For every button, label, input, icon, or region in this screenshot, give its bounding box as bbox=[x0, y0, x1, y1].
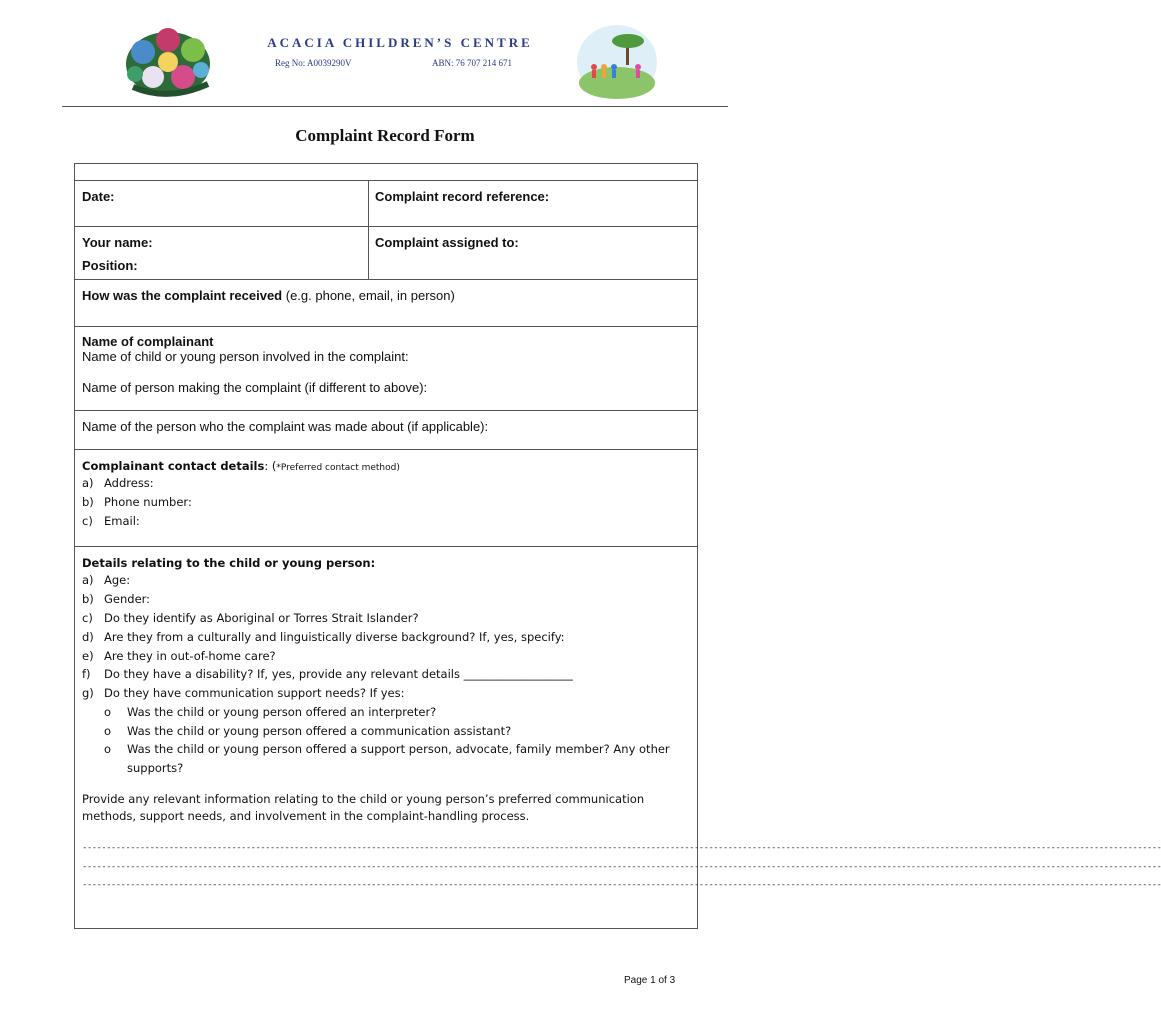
cultural-question: Are they from a culturally and linguistically diverse background? If, yes, specify: bbox=[104, 630, 565, 644]
children-logo bbox=[576, 23, 658, 101]
child-details-heading: Details relating to the child or young person: bbox=[82, 556, 376, 570]
assigned-to-label: Complaint assigned to: bbox=[375, 235, 519, 250]
sub-list-marker: o bbox=[104, 724, 112, 738]
list-item bbox=[82, 476, 154, 490]
row-divider bbox=[74, 546, 698, 547]
person-making-label: Name of person making the complaint (if different to above): bbox=[82, 380, 428, 395]
header-divider bbox=[62, 106, 728, 107]
list-item bbox=[82, 649, 276, 663]
list-marker: a) bbox=[82, 573, 94, 587]
address-label: Address: bbox=[104, 476, 154, 490]
list-marker: c) bbox=[82, 611, 93, 625]
person-about-label: Name of the person who the complaint was made about (if applicable): bbox=[82, 419, 489, 434]
email-label: Email: bbox=[104, 514, 140, 528]
info-instruction-line1: Provide any relevant information relating to the child or young person’s preferred communication bbox=[82, 792, 645, 806]
complaint-reference-label: Complaint record reference: bbox=[375, 189, 550, 204]
disability-question: Do they have a disability? If, yes, provide any relevant details ___________________ bbox=[104, 667, 573, 681]
name-of-complainant-heading: Name of complainant bbox=[82, 334, 214, 349]
gender-label: Gender: bbox=[104, 592, 151, 606]
support-person-question: Was the child or young person offered a support person, advocate, family member? Any other bbox=[127, 742, 670, 756]
date-label: Date: bbox=[82, 189, 115, 204]
list-item bbox=[82, 514, 140, 528]
how-received-hint: (e.g. phone, email, in person) bbox=[282, 288, 455, 303]
list-item bbox=[82, 573, 131, 587]
registration-number: Reg No: A0039290V bbox=[275, 58, 352, 68]
contact-heading-text: Complainant contact details bbox=[82, 459, 265, 473]
row-divider bbox=[74, 449, 698, 450]
page-number: Page 1 of 3 bbox=[624, 975, 676, 986]
response-line: -------------------------------------------------------------------------------------------------------------------------------------------------------------------------------------------------------------------------------- bbox=[82, 843, 1161, 853]
list-marker: a) bbox=[82, 476, 94, 490]
sub-list-item bbox=[104, 705, 437, 719]
list-item bbox=[82, 630, 565, 644]
list-marker: b) bbox=[82, 495, 94, 509]
list-item bbox=[82, 495, 192, 509]
care-question: Are they in out-of-home care? bbox=[104, 649, 276, 663]
list-marker: f) bbox=[82, 667, 91, 681]
sub-list-marker: o bbox=[104, 705, 112, 719]
row-divider bbox=[74, 226, 698, 227]
how-received-label bbox=[82, 288, 455, 303]
column-divider bbox=[368, 180, 369, 279]
list-marker: e) bbox=[82, 649, 94, 663]
sub-list-item bbox=[104, 742, 670, 756]
contact-details-heading bbox=[82, 459, 400, 473]
preferred-method-note: *Preferred contact method) bbox=[276, 463, 400, 473]
interpreter-question: Was the child or young person offered an interpreter? bbox=[127, 705, 437, 719]
list-item bbox=[82, 686, 405, 700]
row-divider bbox=[74, 279, 698, 280]
list-item bbox=[82, 592, 151, 606]
list-marker: c) bbox=[82, 514, 93, 528]
list-marker: b) bbox=[82, 592, 94, 606]
aboriginal-question: Do they identify as Aboriginal or Torres Strait Islander? bbox=[104, 611, 419, 625]
communication-question: Do they have communication support needs? If yes: bbox=[104, 686, 405, 700]
child-name-label: Name of child or young person involved in the complaint: bbox=[82, 349, 409, 364]
centre-name: ACACIA CHILDREN’S CENTRE bbox=[267, 35, 533, 50]
your-name-label: Your name: bbox=[82, 235, 153, 250]
assistant-question: Was the child or young person offered a communication assistant? bbox=[127, 724, 512, 738]
list-item bbox=[82, 611, 419, 625]
row-divider bbox=[74, 410, 698, 411]
contact-heading-suffix: : ( bbox=[264, 459, 277, 473]
list-item bbox=[82, 667, 573, 681]
age-label: Age: bbox=[104, 573, 131, 587]
info-instruction-line2: methods, support needs, and involvement in the complaint-handling process. bbox=[82, 809, 530, 823]
phone-label: Phone number: bbox=[104, 495, 192, 509]
list-marker: g) bbox=[82, 686, 94, 700]
sub-list-item bbox=[104, 724, 512, 738]
row-divider bbox=[74, 180, 698, 181]
abn-number: ABN: 76 707 214 671 bbox=[432, 58, 513, 68]
list-marker: d) bbox=[82, 630, 94, 644]
response-line: -------------------------------------------------------------------------------------------------------------------------------------------------------------------------------------------------------------------------------- bbox=[82, 880, 1161, 890]
how-received-bold: How was the complaint received bbox=[82, 288, 283, 303]
row-divider bbox=[74, 326, 698, 327]
support-question-continuation: supports? bbox=[127, 761, 184, 775]
page-title: Complaint Record Form bbox=[295, 126, 475, 145]
centre-logo bbox=[113, 22, 223, 100]
response-line: -------------------------------------------------------------------------------------------------------------------------------------------------------------------------------------------------------------------------------- bbox=[82, 862, 1161, 872]
position-label: Position: bbox=[82, 258, 138, 273]
sub-list-marker: o bbox=[104, 742, 112, 756]
